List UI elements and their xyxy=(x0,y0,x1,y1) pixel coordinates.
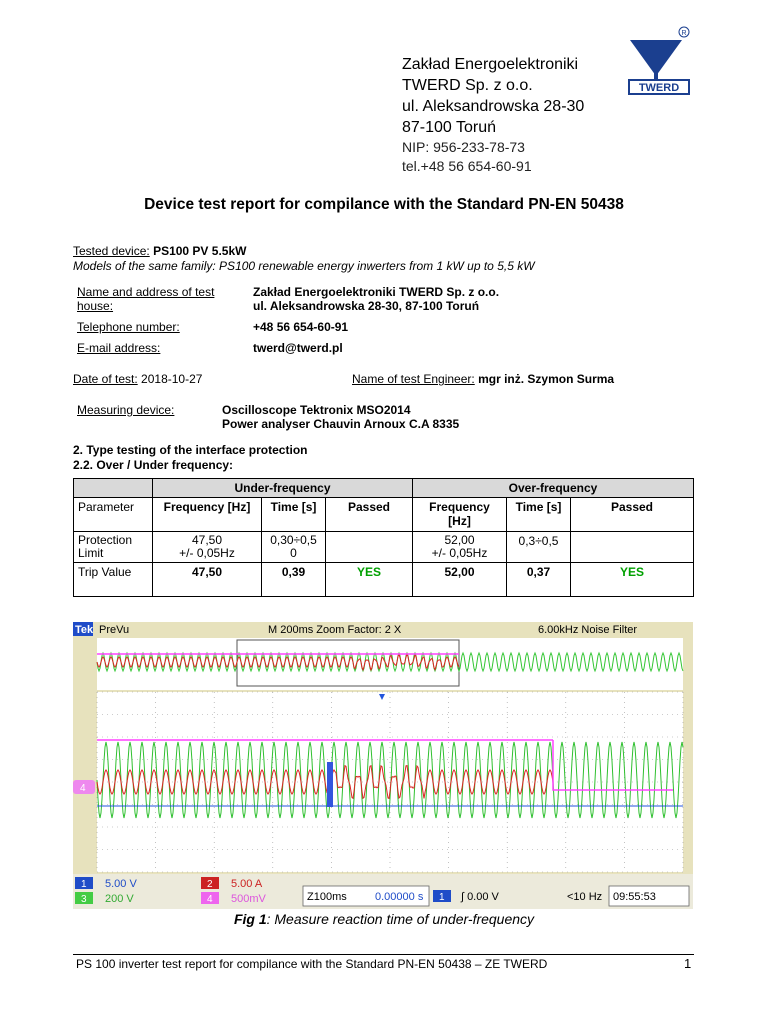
page-number: 1 xyxy=(684,956,692,971)
test-house-label-1: Name and address of test xyxy=(77,285,215,299)
figure-caption xyxy=(0,911,768,927)
under-limit-time-value: 0,30÷0,5 xyxy=(270,533,317,547)
test-house-label xyxy=(77,285,214,313)
protection-limit-label xyxy=(74,532,153,563)
under-passed-value: YES xyxy=(326,563,413,597)
company-city: 87-100 Toruń xyxy=(402,119,496,136)
report-title: Device test report for compilance with the Standard PN-EN 50438 xyxy=(144,196,624,213)
under-frequency-col-header: Frequency [Hz] xyxy=(153,498,262,532)
over-time-col-header: Time [s] xyxy=(507,498,571,532)
test-date xyxy=(73,372,202,386)
scope-timebase: M 200ms Zoom Factor: 2 X xyxy=(268,624,402,636)
ch4-badge: 4 xyxy=(207,894,213,905)
email-label: E-mail address: xyxy=(77,341,161,355)
ch3-scale: 200 V xyxy=(105,893,134,905)
over-frequency-col-header-2: [Hz] xyxy=(448,514,471,528)
company-nip: NIP: 956-233-78-73 xyxy=(402,139,525,155)
trip-value-label: Trip Value xyxy=(74,563,153,597)
ch4-marker-label: 4 xyxy=(80,783,86,794)
section-2-2-heading: 2.2. Over / Under frequency: xyxy=(73,458,234,472)
under-limit-frequency xyxy=(153,532,262,563)
figure-label: Fig 1 xyxy=(233,911,267,927)
email-value: twerd@twerd.pl xyxy=(253,341,343,355)
logo-reg: R xyxy=(681,30,687,37)
measuring-value xyxy=(222,403,459,431)
tested-device xyxy=(73,244,246,258)
under-limit-frequency-tolerance: +/- 0,05Hz xyxy=(179,546,235,560)
ch2-badge: 2 xyxy=(207,879,213,890)
under-trip-frequency: 47,50 xyxy=(153,563,262,597)
over-frequency-col-header-1: Frequency xyxy=(429,500,490,514)
scope-clock: 09:55:53 xyxy=(613,891,656,903)
trigger-event xyxy=(327,762,333,807)
company-name: Zakład Energoelektroniki xyxy=(402,56,579,73)
frequency-results-table xyxy=(73,478,694,597)
under-passed-col-header: Passed xyxy=(326,498,413,532)
tested-device-label: Tested device: xyxy=(73,244,150,258)
over-frequency-col-header xyxy=(413,498,507,532)
protection-limit-label-2: Limit xyxy=(78,546,104,560)
test-house-value-2: ul. Aleksandrowska 28-30, 87-100 Toruń xyxy=(253,299,480,313)
section-2-heading: 2. Type testing of the interface protection xyxy=(73,443,308,457)
table-row xyxy=(74,532,694,563)
test-house-value-1: Zakład Energoelektroniki TWERD Sp. z o.o. xyxy=(253,285,500,299)
test-house-label-2: house: xyxy=(77,299,114,313)
over-limit-frequency-value: 52,00 xyxy=(444,533,475,547)
table-cell xyxy=(74,479,153,498)
section-heading xyxy=(73,443,307,473)
trigger-channel-badge: 1 xyxy=(439,892,445,903)
over-limit-frequency xyxy=(413,532,507,563)
over-passed-col-header: Passed xyxy=(571,498,694,532)
ch1-scale: 5.00 V xyxy=(105,878,137,890)
over-frequency-header: Over-frequency xyxy=(413,479,694,498)
twerd-logo xyxy=(628,26,690,96)
over-limit-time: 0,3÷0,5 xyxy=(507,532,571,563)
figure-caption-text: : Measure reaction time of under-frequency xyxy=(266,911,535,927)
models-family: Models of the same family: PS100 renewable energy inwerters from 1 kW up to 5,5 kW xyxy=(73,259,535,273)
table-row xyxy=(74,563,694,597)
ch4-scale: 500mV xyxy=(231,893,266,905)
horizontal-position: 0.00000 s xyxy=(375,891,424,903)
test-engineer xyxy=(352,372,614,386)
trigger-level: ∫ 0.00 V xyxy=(461,891,499,903)
under-time-col-header: Time [s] xyxy=(262,498,326,532)
over-trip-frequency: 52,00 xyxy=(413,563,507,597)
scope-mode: PreVu xyxy=(99,624,130,636)
table-row xyxy=(74,479,694,498)
test-date-label: Date of test: xyxy=(73,372,138,386)
company-tel: tel.+48 56 654-60-91 xyxy=(402,158,532,174)
test-engineer-value: mgr inż. Szymon Surma xyxy=(478,372,615,386)
telephone-label: Telephone number: xyxy=(77,320,180,334)
table-row xyxy=(74,498,694,532)
zoom-timebase: Z100ms xyxy=(307,891,347,903)
company-name-2: TWERD Sp. z o.o. xyxy=(402,77,533,94)
under-trip-time: 0,39 xyxy=(262,563,326,597)
under-limit-frequency-value: 47,50 xyxy=(191,533,223,547)
protection-limit-label-1: Protection xyxy=(78,533,133,547)
table-cell xyxy=(326,532,413,563)
ch3-badge: 3 xyxy=(81,894,87,905)
oscilloscope-display xyxy=(73,622,693,909)
under-limit-time xyxy=(262,532,326,563)
over-passed-value: YES xyxy=(571,563,694,597)
measuring-value-1: Oscilloscope Tektronix MSO2014 xyxy=(222,403,411,417)
over-trip-time: 0,37 xyxy=(507,563,571,597)
oscilloscope-screenshot xyxy=(73,622,693,909)
footer-text: PS 100 inverter test report for compilance with the Standard PN-EN 50438 – ZE TWERD xyxy=(76,957,548,971)
under-frequency-header: Under-frequency xyxy=(153,479,413,498)
under-limit-time-value-2: 0 xyxy=(290,546,297,560)
measuring-label: Measuring device: xyxy=(77,403,175,417)
scope-filter: 6.00kHz Noise Filter xyxy=(538,624,638,636)
table-cell xyxy=(571,532,694,563)
test-engineer-label: Name of test Engineer: xyxy=(352,372,475,386)
logo-text: TWERD xyxy=(638,82,680,94)
over-limit-frequency-tolerance: +/- 0,05Hz xyxy=(431,546,488,560)
trigger-frequency: <10 Hz xyxy=(567,891,603,903)
company-street: ul. Aleksandrowska 28-30 xyxy=(402,98,585,115)
tested-device-value: PS100 PV 5.5kW xyxy=(153,244,247,258)
ch1-badge: 1 xyxy=(81,879,87,890)
parameter-header: Parameter xyxy=(74,498,153,532)
company-address xyxy=(402,54,584,176)
ch2-scale: 5.00 A xyxy=(231,878,263,890)
footer-divider xyxy=(73,954,694,955)
telephone-value: +48 56 654-60-91 xyxy=(253,320,349,334)
scope-brand: Tek xyxy=(75,624,94,636)
measuring-value-2: Power analyser Chauvin Arnoux C.A 8335 xyxy=(222,417,460,431)
test-date-value: 2018-10-27 xyxy=(141,372,203,386)
test-house-value xyxy=(253,285,499,313)
